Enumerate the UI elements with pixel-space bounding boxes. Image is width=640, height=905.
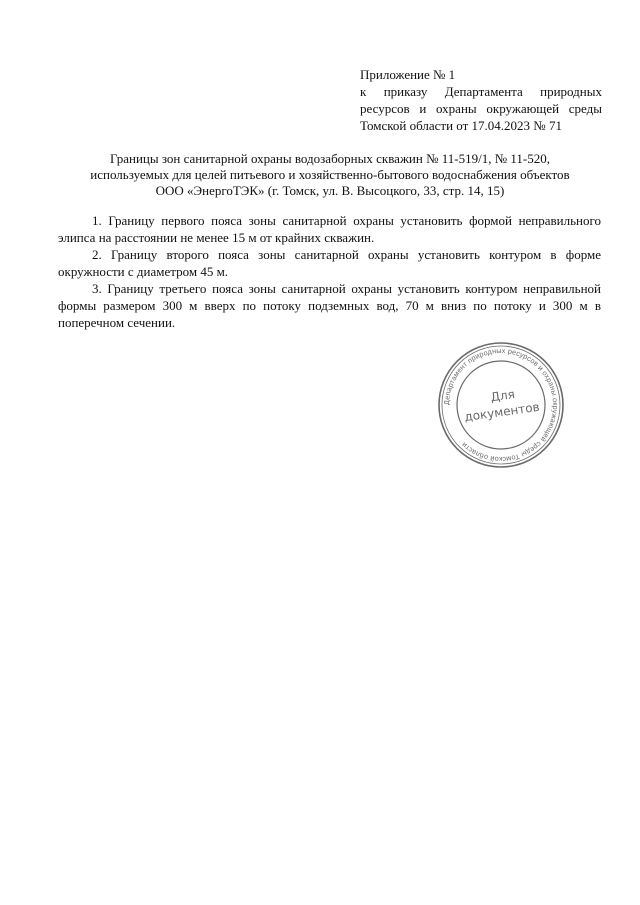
document-body [58, 212, 601, 331]
seal-stamp [436, 340, 566, 470]
appendix-header [360, 66, 602, 134]
document-title [60, 151, 600, 199]
appendix-date-line: Томской области от 17.04.2023 № 71 [360, 118, 562, 133]
title-line-3: ООО «ЭнергоТЭК» (г. Томск, ул. В. Высоцкого, 33, стр. 14, 15) [155, 183, 505, 198]
paragraph-2: 2. Границу второго пояса зоны санитарной охраны установить контуром в форме окружности с диаметром 45 м. [58, 247, 601, 279]
stamp-ring-text: Департамент природных ресурсов и охраны окружающей среды Томской области [441, 345, 561, 465]
paragraph-3: 3. Границу третьего пояса зоны санитарной охраны установить контуром неправильной формы размером 300 м вверх по потоку подземных вод, 70 м вниз по потоку и 300 м в поперечном сечении. [58, 281, 601, 330]
title-line-2: используемых для целей питьевого и хозяйственно-бытового водоснабжения объектов [90, 167, 570, 182]
stamp-center-line-2: документов [463, 399, 541, 425]
appendix-department-line: ресурсов и охраны окружающей среды [360, 101, 602, 116]
appendix-order-line: к приказу Департамента природных [360, 84, 602, 99]
appendix-number: Приложение № 1 [360, 67, 456, 82]
stamp-center-line-1: Для [489, 387, 516, 405]
title-line-1: Границы зон санитарной охраны водозаборных скважин № 11-519/1, № 11-520, [110, 151, 550, 166]
paragraph-1: 1. Границу первого пояса зоны санитарной охраны установить формой неправильного элипса на расстоянии не менее 15 м от крайних скважин. [58, 213, 601, 245]
